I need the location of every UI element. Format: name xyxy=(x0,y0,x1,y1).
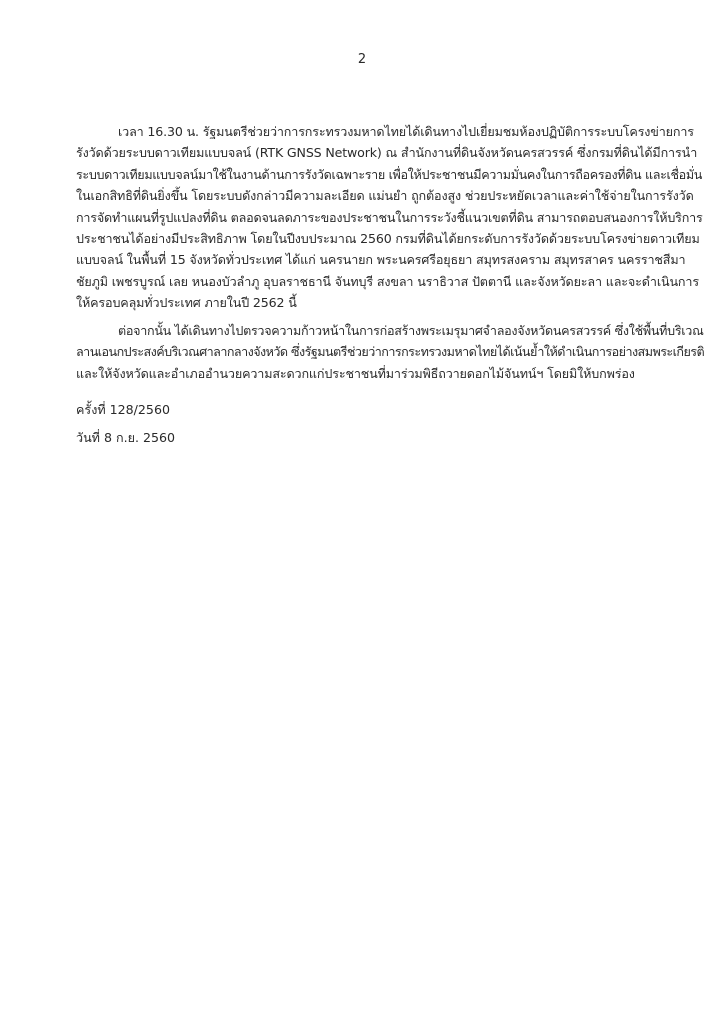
paragraph-line: รังวัดด้วยระบบดาวเทียมแบบจลน์ (RTK GNSS Network) ณ สำนักงานที่ดินจังหวัดนครสวรรค์ ซึ่งกรมที่ดินได้มีการนำ xyxy=(76,145,698,161)
paragraph-crematorium-inspection xyxy=(76,320,706,384)
paragraph-line: ลานเอนกประสงค์บริเวณศาลากลางจังหวัด ซึ่งรัฐมนตรีช่วยว่าการกระทรวงมหาดไทยได้เน้นย้ำให้ดำเนินการอย่างสมพระเกียรติ xyxy=(76,344,705,360)
paragraph-line: และให้จังหวัดและอำเภออำนวยความสะดวกแก่ประชาชนที่มาร่วมพิธีถวายดอกไม้จันทน์ฯ โดยมิให้บกพร่อง xyxy=(76,365,635,381)
paragraph-line: ต่อจากนั้น ได้เดินทางไปตรวจความก้าวหน้าในการก่อสร้างพระเมรุมาศจำลองจังหวัดนครสวรรค์ ซึ่งใช้พื้นที่บริเวณ xyxy=(118,323,704,338)
paragraph-line: ในเอกสิทธิที่ดินยิ่งขึ้น โดยระบบดังกล่าวมีความละเอียด แม่นยำ ถูกต้องสูง ช่วยประหยัดเวลาและค่าใช้จ่ายในการรังวัด xyxy=(76,188,694,204)
release-date: วันที่ 8 ก.ย. 2560 xyxy=(76,430,176,445)
paragraph-line: แบบจลน์ ในพื้นที่ 15 จังหวัดทั่วประเทศ ได้แก่ นครนายก พระนครศรีอยุธยา สมุทรสงคราม สมุทรสาคร นครราชสีมา xyxy=(76,252,686,268)
release-number: ครั้งที่ 128/2560 xyxy=(76,402,170,417)
paragraph-line: ให้ครอบคลุมทั่วประเทศ ภายในปี 2562 นี้ xyxy=(76,295,297,311)
page-number: 2 xyxy=(357,52,367,67)
paragraph-line: ชัยภูมิ เพชรบูรณ์ เลย หนองบัวลำภู อุบลราชธานี จันทบุรี สงขลา นราธิวาส ปัตตานี และจังหวัดยะลา และจะดำเนินการ xyxy=(76,273,699,289)
paragraph-rtk-gnss-visit xyxy=(76,121,706,314)
paragraph-line: ประชาชนได้อย่างมีประสิทธิภาพ โดยในปีงบประมาณ 2560 กรมที่ดินได้ยกระดับการรังวัดด้วยระบบโครงข่ายดาวเทียม xyxy=(76,230,700,246)
paragraph-line: ระบบดาวเทียมแบบจลน์มาใช้ในงานด้านการรังวัดเฉพาะราย เพื่อให้ประชาชนมีความมั่นคงในการถือครองที่ดิน และเชื่อมั่น xyxy=(76,166,703,182)
paragraph-line: เวลา 16.30 น. รัฐมนตรีช่วยว่าการกระทรวงมหาดไทยได้เดินทางไปเยี่ยมชมห้องปฏิบัติการระบบโครงข่ายการ xyxy=(118,124,694,139)
paragraph-line: การจัดทำแผนที่รูปแปลงที่ดิน ตลอดจนลดภาระของประชาชนในการระวังชี้แนวเขตที่ดิน สามารถตอบสนองการให้บริการ xyxy=(76,209,703,225)
